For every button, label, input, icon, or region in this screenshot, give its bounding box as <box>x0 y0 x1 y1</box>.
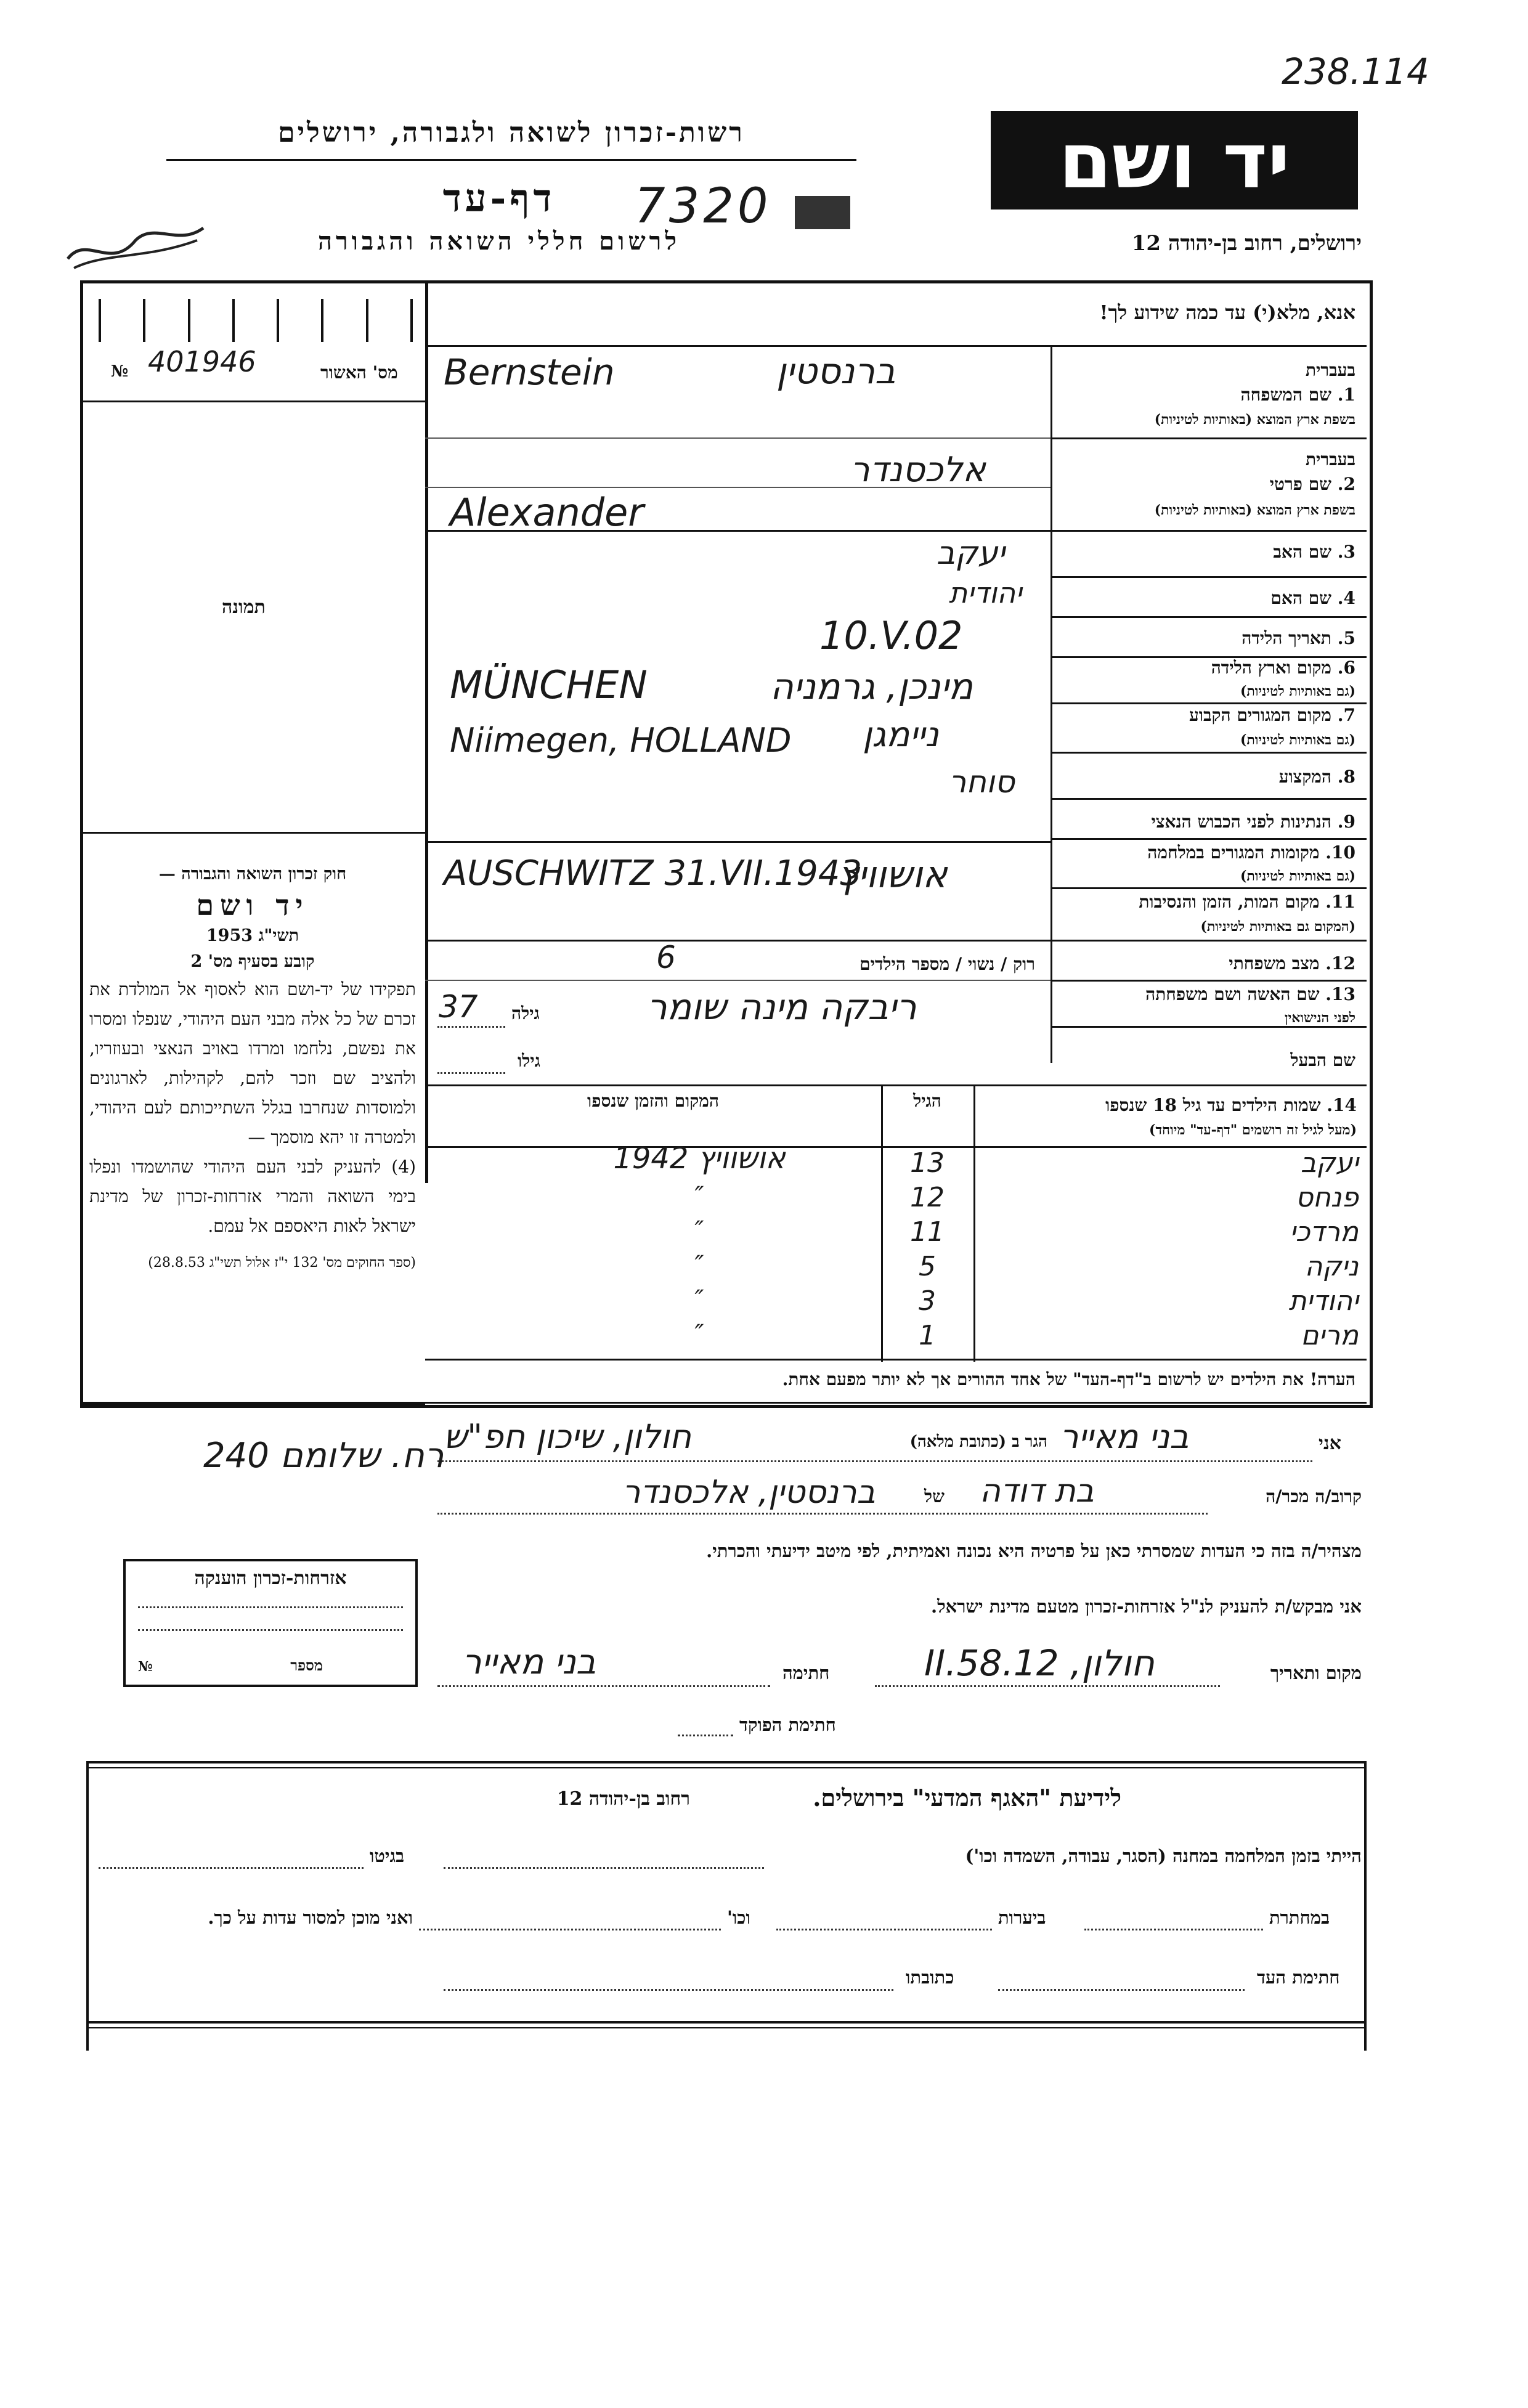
children-place-header: המקום והזמן שנספו <box>587 1091 719 1111</box>
field-4-row: 4. שם האם <box>1270 588 1355 608</box>
field-10-row: 10. מקומות המגורים במלחמה <box>1147 842 1355 863</box>
approval-boxes <box>99 299 413 342</box>
field-6-row: 6. מקום וארץ הלידה <box>1211 657 1355 678</box>
field-6-sub: (גם באותיות לטיניות) <box>1240 683 1355 699</box>
field-3-row: 3. שם האב <box>1273 542 1355 562</box>
child-place: ″ <box>694 1216 704 1245</box>
field-7-latin-value: Niimegen, HOLLAND <box>450 721 792 760</box>
decl-signature: בני מאייר <box>462 1642 596 1682</box>
field-8-value: סוחר <box>949 764 1015 800</box>
citizenship-title: אזרחות-זכרון הוענקה <box>194 1568 347 1589</box>
field-12-children-count: 6 <box>656 940 676 975</box>
child-row <box>428 1251 1365 1285</box>
field-5-row: 5. תאריך הלידה <box>1242 628 1355 648</box>
decl-place-date: חולון, 12.II.58 <box>924 1642 1155 1684</box>
child-place: ″ <box>694 1251 704 1279</box>
bottom-ready: ואני מוכן למסור עדות על כך. <box>208 1907 413 1928</box>
scribble-mark <box>62 209 209 277</box>
field-5-value: 10.V.02 <box>819 613 963 658</box>
child-age: 3 <box>919 1285 936 1317</box>
bottom-witness-sig: חתימת העד <box>1257 1967 1340 1988</box>
approval-label: מס' האשור <box>320 362 398 383</box>
child-name: מרים <box>1301 1320 1359 1351</box>
bottom-address-label: כתובתו <box>906 1967 954 1988</box>
decl-of-name: ברנסטין, אלכסנדר <box>622 1474 876 1511</box>
law-name: יד ושם <box>196 889 309 922</box>
field-13-age-value: 37 <box>439 989 478 1025</box>
child-name: יהודית <box>1288 1285 1359 1317</box>
husband-label: שם הבעל <box>1290 1050 1355 1070</box>
child-place: ″ <box>694 1320 704 1348</box>
field-12-status-options: רוק / נשוי / מספר הילדים <box>860 954 1035 974</box>
children-rows <box>428 1141 1365 1354</box>
field-2-latin-value: Alexander <box>450 490 644 535</box>
field-13-row: 13. שם האשה ושם משפחתה <box>1145 984 1355 1004</box>
citizenship-no-mark: № <box>138 1659 153 1675</box>
bottom-underground: במחתרת <box>1269 1907 1330 1928</box>
field-11-sub: (המקום גם באותיות לטיניות) <box>1200 919 1355 935</box>
field-2-row: 2. שם פרטי <box>1269 474 1355 494</box>
field-13-value: ריבקה מינה שומר <box>647 986 917 1028</box>
field-3-value: יעקב <box>937 535 1006 572</box>
decl-request: אני מבקש/ת להעניק לנ"ל אזרחות-זכרון מטעם מדינת ישראל. <box>930 1596 1362 1617</box>
field-2-sub: בשפת ארץ המוצא (באותיות לטיניות) <box>1154 502 1355 518</box>
law-box <box>89 861 416 1273</box>
field-9-row: 9. הנתינות לפני הכבוש הנאצי <box>1151 811 1355 832</box>
photo-label: תמונה <box>222 596 266 618</box>
child-row <box>428 1216 1365 1251</box>
field-11-latin-value: AUSCHWITZ 31.VII.1943 <box>444 853 863 893</box>
address-header: ירושלים, רחוב בן-יהודה 12 <box>1131 231 1362 256</box>
form-subtitle: לרשום חללי השואה והגבורה <box>317 227 681 256</box>
decl-signature-label: חתימה <box>782 1662 830 1683</box>
decl-address: חולון, שיכון חפ"ש <box>444 1417 692 1456</box>
child-row <box>428 1320 1365 1354</box>
field-13-age-label: גילה <box>511 1003 540 1023</box>
decl-lives-at: הגר ב (כתובת מלאה) <box>909 1433 1047 1451</box>
law-item: (4) להעניק לבני העם היהודי שהושמדו ונפלו בימי השואה והמרי אזרחות-זכרון של מדינת ישראל לאות היאספם אל עמם. <box>89 1157 416 1236</box>
child-name: פנחס <box>1295 1182 1359 1213</box>
child-age: 1 <box>919 1320 936 1351</box>
child-row <box>428 1182 1365 1216</box>
children-subtitle: (מעל לגיל זה רושמים "דף-עד" מיוחד) <box>1149 1122 1357 1138</box>
field-11-row: 11. מקום המות, הזמן והנסיבות <box>1139 892 1355 912</box>
child-age: 13 <box>910 1147 945 1179</box>
form-title: דף-עד <box>442 176 556 221</box>
child-name: יעקב <box>1300 1147 1359 1179</box>
law-title: חוק זכרון השואה והגבורה — <box>158 864 347 884</box>
bottom-title: לידיעת "האגף המדעי" בירושלים. <box>813 1784 1121 1812</box>
field-2-lang: בעברית <box>1305 449 1355 470</box>
field-11-hebrew-value: אושוויץ <box>838 853 948 897</box>
yad-vashem-logo: יד ושם <box>991 111 1358 209</box>
field-12-row: 12. מצב משפחתי <box>1229 953 1355 974</box>
field-7-sub: (גם באותיות לטיניות) <box>1240 732 1355 748</box>
child-age: 5 <box>919 1251 936 1282</box>
field-1-lang: בעברית <box>1305 360 1355 380</box>
child-place: ″ <box>694 1182 704 1210</box>
bottom-etc: וכו' <box>727 1907 750 1928</box>
bottom-forests: ביערות <box>998 1907 1046 1928</box>
bottom-line1: הייתי בזמן המלחמה במחנה (הסגר, עבודה, השמדה וכו') <box>965 1845 1362 1866</box>
child-place: ″ <box>694 1285 704 1314</box>
decl-officer-label: חתימת הפוקד <box>739 1714 836 1735</box>
field-6-latin-value: MÜNCHEN <box>450 662 648 707</box>
note-text: הערה! את הילדים יש לרשום ב"דף-העד" של אחד ההורים אך לא יותר מפעם אחת. <box>782 1369 1355 1389</box>
children-title: 14. שמות הילדים עד גיל 18 שנספו <box>1105 1095 1357 1115</box>
child-age: 11 <box>910 1216 945 1248</box>
citizenship-num-label: מספר <box>290 1656 323 1674</box>
decl-relation: בת דודה <box>980 1473 1094 1510</box>
field-13-sub: לפני הנישואין <box>1284 1010 1355 1026</box>
law-ref: (ספר החוקים מס' 132 י"ז אלול תשי"ג 28.8.53) <box>148 1255 416 1271</box>
field-1-row: 1. שם המשפחה <box>1240 384 1355 405</box>
authority-name: רשות-זכרון לשואה ולגבורה, ירושלים <box>278 117 745 148</box>
field-7-row: 7. מקום המגורים הקבוע <box>1189 705 1355 725</box>
decl-name: בני מאייר <box>1060 1417 1189 1456</box>
husband-age-label: גילו <box>518 1051 540 1071</box>
decl-place-date-label: מקום ותאריך <box>1270 1662 1362 1683</box>
decl-relative-label: קרוב/ה מכר/ה <box>1266 1486 1362 1507</box>
law-clause: קובע בסעיף מס' 2 <box>190 952 315 971</box>
approval-number: 401946 <box>148 345 256 378</box>
archive-number: 238.114 <box>1282 51 1429 92</box>
decl-statement: מצהיר/ה בזה כי העדות שמסרתי כאן על פרטיה היא נכונה ואמיתית, לפי מיטב ידיעתי והכרתי. <box>706 1540 1362 1561</box>
child-name: מרדכי <box>1290 1216 1359 1248</box>
field-2-hebrew-value: אלכסנדר <box>850 450 986 490</box>
citizenship-box <box>123 1559 418 1687</box>
child-place: אושוויץ 1942 <box>613 1141 786 1176</box>
intro-text: אנא, מלא(י) עד כמה שידוע לך! <box>1099 301 1355 324</box>
decl-of: של <box>924 1486 945 1507</box>
bottom-address: רחוב בן-יהודה 12 <box>556 1788 690 1810</box>
law-year: תשי"ג 1953 <box>206 926 299 945</box>
child-row <box>428 1285 1365 1320</box>
field-1-latin-value: Bernstein <box>444 351 615 393</box>
field-6-value: מינכן, גרמניה <box>770 665 973 707</box>
stamp-mark <box>795 196 850 229</box>
child-row <box>428 1141 1365 1182</box>
field-1-sub: בשפת ארץ המוצא (באותיות לטיניות) <box>1154 412 1355 428</box>
field-1-hebrew-value: ברנסטין <box>776 350 896 392</box>
law-body: תפקידו של יד-ושם הוא לאסוף אל המולדת את זכרם של כל אלה מבני העם היהודי, שנפלו ומסרו את נפשם, נלחמו ומרדו באויב הנאצי ובעוזריו, ולהציב שם וזכר להם, לקהילות, לארגונים ולמוסדות שנחרבו בגלל השתייכותם לעם היהודי, ולמטרה זו יהא מוסמך — <box>89 979 416 1147</box>
field-7-value: ניימגן <box>863 715 939 755</box>
field-4-value: יהודית <box>949 576 1022 609</box>
field-8-row: 8. המקצוע <box>1278 767 1355 787</box>
bottom-ghetto: בגיטו <box>370 1845 405 1866</box>
child-name: ניקה <box>1304 1251 1359 1282</box>
child-age: 12 <box>910 1182 945 1213</box>
approval-no-mark: № <box>111 362 129 381</box>
form-number: 7320 <box>635 179 772 234</box>
decl-ani: אני <box>1319 1433 1341 1454</box>
side-note: רח. שלומם 240 <box>203 1436 444 1476</box>
field-10-sub: (גם באותיות לטיניות) <box>1240 868 1355 884</box>
children-age-header: הגיל <box>913 1091 941 1111</box>
